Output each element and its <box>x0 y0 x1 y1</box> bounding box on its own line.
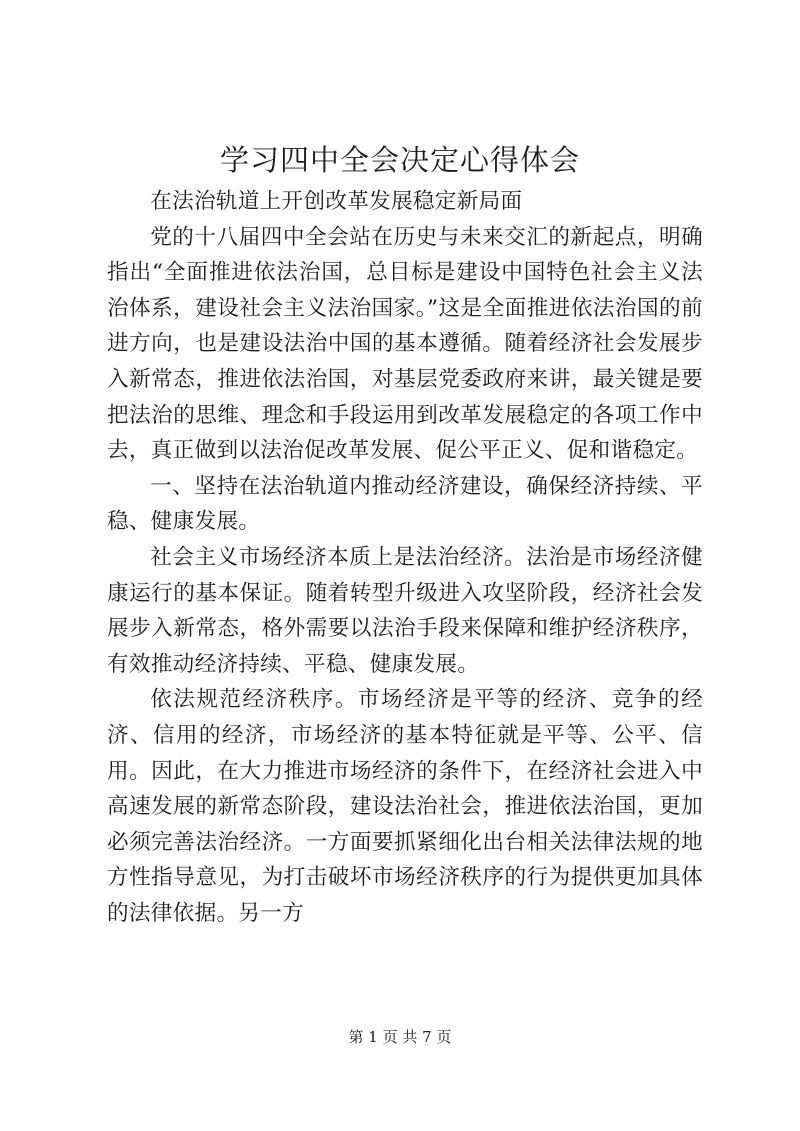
section-heading-paragraph: 一、坚持在法治轨道内推动经济建设，确保经济持续、平稳、健康发展。 <box>107 473 703 535</box>
body-paragraph: 依法规范经济秩序。市场经济是平等的经济、竞争的经济、信用的经济，市场经济的基本特征就是平等、公平、信用。因此，在大力推进市场经济的条件下，在经济社会进入中高速发展的新常态阶段，建设法治社会，推进依法治国，更加必须完善法治经济。一方面要抓紧细化出台相关法律法规的地方性指导意见，为打击破坏市场经济秩序的行为提供更加具体的法律依据。另一方 <box>107 687 703 926</box>
subtitle-paragraph: 在法治轨道上开创改革发展稳定新局面 <box>150 189 523 214</box>
page-number-footer: 第 1 页 共 7 页 <box>348 1028 452 1046</box>
body-paragraph: 党的十八届四中全会站在历史与未来交汇的新起点，明确指出“全面推进依法治国，总目标是建设中国特色社会主义法治体系，建设社会主义法治国家。”这是全面推进依法治国的前进方向，也是建设法治中国的基本遵循。随着经济社会发展步入新常态，推进依法治国，对基层党委政府来讲，最关键是要把法治的思维、理念和手段运用到改革发展稳定的各项工作中去，真正做到以法治促改革发展、促公平正义、促和谐稳定。 <box>107 224 703 464</box>
document-body <box>107 184 703 931</box>
body-paragraph: 社会主义市场经济本质上是法治经济。法治是市场经济健康运行的基本保证。随着转型升级进入攻坚阶段，经济社会发展步入新常态，格外需要以法治手段来保障和维护经济秩序，有效推动经济持续、平稳、健康发展。 <box>107 544 703 677</box>
document-title: 学习四中全会决定心得体会 <box>219 143 580 177</box>
